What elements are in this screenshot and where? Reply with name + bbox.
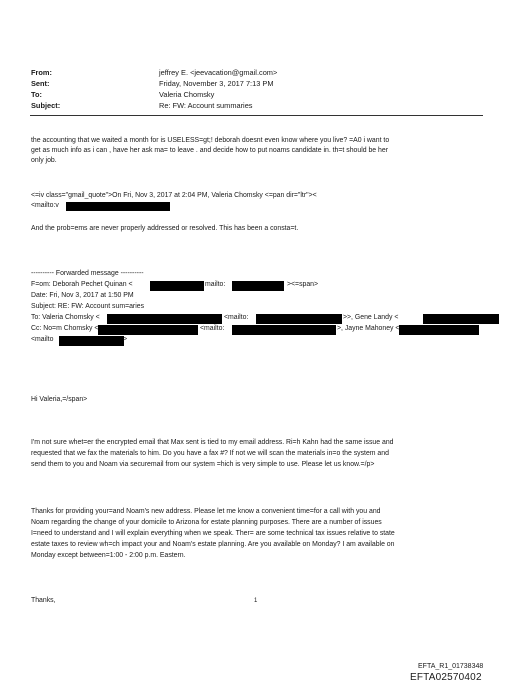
body-line: I'm not sure whet=er the encrypted email that Max sent is tied to my email address. Ri=h Kahn had the same issue and [31,439,394,446]
fwd-cc-mailto: <mailto: [200,325,225,332]
body-line: Noam regarding the change of your domicile to Arizona for estate planning purposes. There are a number of issues [31,519,382,526]
body-line: get as much info as i can , have her ask ma= to leave . and decide how to put noams candidate in. th=t should be her [31,147,389,154]
redaction-bar [59,336,124,346]
body-line: I=need to understand and I will explain everything when we speak. Ther= are some technical tax issues relative to state [31,530,395,537]
to-value: Valeria Chomsky [159,90,215,99]
body-line: only job. [31,157,57,164]
redaction-bar [232,281,284,291]
fwd-mailto-line: <mailto [31,336,54,343]
redaction-bar [232,325,336,335]
subject-label: Subject: [31,101,61,110]
from-label: From: [31,68,52,77]
fwd-from-mailto: mailto: [205,281,226,288]
fwd-to-end: >>, Gene Landy < [343,314,399,321]
header-divider [30,115,483,116]
quote-line: <mailto:v [31,202,59,209]
redaction-bar [423,314,499,324]
sent-value: Friday, November 3, 2017 7:13 PM [159,79,274,88]
quote-line: And the prob=ems are never properly addressed or resolved. This has been a consta=t. [31,225,299,232]
fwd-cc-line: Cc: No=m Chomsky < [31,325,99,332]
fwd-date-line: Date: Fri, Nov 3, 2017 at 1:50 PM [31,292,134,299]
fwd-from-line [31,281,133,289]
fwd-from-text: F=om: Deborah Pechet Quinan < [31,281,133,288]
page-number: 1 [254,598,258,604]
quote-line: <=iv class="gmail_quote">On Fri, Nov 3, 2017 at 2:04 PM, Valeria Chomsky <=pan dir="ltr">< [31,192,317,199]
redaction-bar [98,325,198,335]
greeting: Hi Valeria,=/span> [31,396,88,403]
sent-label: Sent: [31,79,50,88]
fwd-to-mailto: <mailto: [224,314,249,321]
closing: Thanks, [31,597,56,604]
body-line: the accounting that we waited a month for is USELESS=gt;! deborah doesnt even know where you live? =A0 i want to [31,137,390,144]
forward-header: ---------- Forwarded message ---------- [31,270,144,277]
redaction-bar [66,202,170,211]
fwd-subject-line: Subject: RE: FW: Account sum=aries [31,303,145,310]
body-line: estate taxes to review wh=ch impact your and Noam's estate planning. Are you available on Monday? I am available on [31,541,395,548]
body-line: send them to you and Noam via securemail from our system =hich is very simple to use. Please let us know.=/p> [31,461,375,468]
body-line: requested that we fax the materials to him. Do you have a fax #? If not we will scan the materials in=o the system and [31,450,389,457]
redaction-bar [107,314,222,324]
redaction-bar [150,281,204,291]
fwd-to-line: To: Valeria Chomsky < [31,314,100,321]
fwd-from-end: ><=span> [287,281,319,288]
bates-number-2: EFTA02570402 [410,672,482,683]
fwd-cc-end: >, Jayne Mahoney < [337,325,400,332]
to-label: To: [31,90,42,99]
fwd-mailto-end: > [123,336,128,343]
bates-number-1: EFTA_R1_01738348 [418,663,484,670]
redaction-bar [399,325,479,335]
redaction-bar [256,314,342,324]
body-line: Thanks for providing your=and Noam's new address. Please let me know a convenient time=for a call with you and [31,508,381,515]
subject-value: Re: FW: Account summaries [159,101,253,110]
from-value: jeffrey E. <jeevacation@gmail.com> [159,68,278,77]
body-line: Monday except between=1:00 - 2:00 p.m. Eastern. [31,552,186,559]
